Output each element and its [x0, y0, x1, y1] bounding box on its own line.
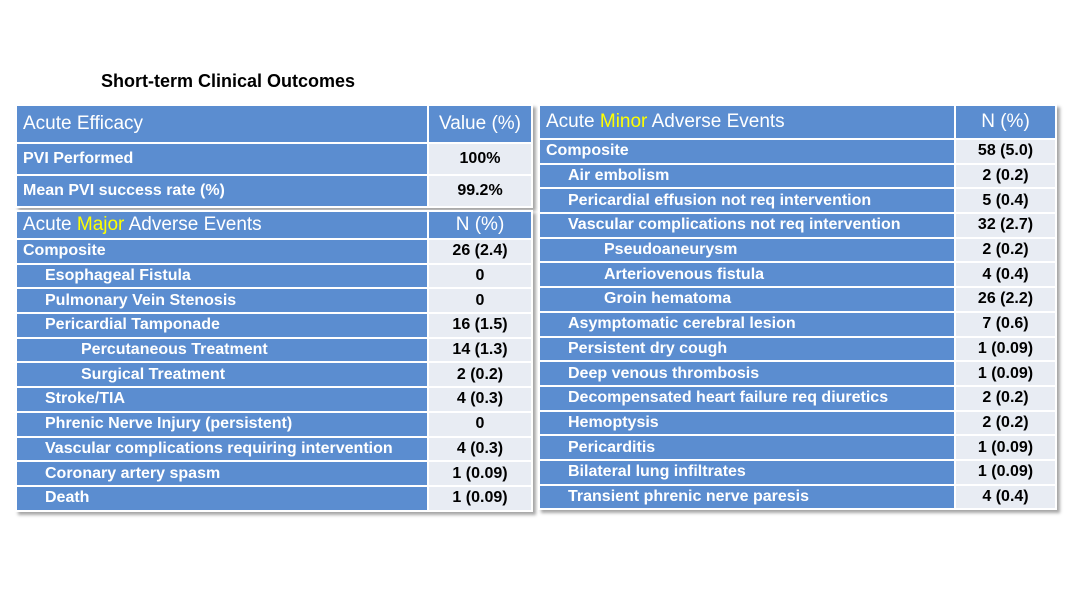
- table-row: [539, 435, 1056, 460]
- row-label: Deep venous thrombosis: [539, 361, 955, 386]
- row-label: Asymptomatic cerebral lesion: [539, 312, 955, 337]
- major-header-row: [16, 211, 532, 239]
- table-row: [16, 486, 532, 511]
- row-label: Transient phrenic nerve paresis: [539, 485, 955, 510]
- table-row: [16, 338, 532, 363]
- table-row: [539, 337, 1056, 362]
- row-value: 1 (0.09): [428, 461, 532, 486]
- row-value: 7 (0.6): [955, 312, 1056, 337]
- row-label: Death: [16, 486, 428, 511]
- row-value: 26 (2.4): [428, 239, 532, 264]
- efficacy-header-row: [16, 105, 532, 143]
- row-label: Stroke/TIA: [16, 387, 428, 412]
- page-title: Short-term Clinical Outcomes: [101, 71, 356, 91]
- efficacy-header-label: Acute Efficacy: [16, 105, 428, 143]
- minor-header-suffix: Adverse Events: [647, 111, 785, 132]
- table-row: [16, 412, 532, 437]
- minor-events-table: [538, 104, 1057, 510]
- efficacy-header-value: Value (%): [428, 105, 532, 143]
- major-header-prefix: Acute: [23, 214, 77, 235]
- row-value: 4 (0.3): [428, 437, 532, 462]
- table-row: [539, 164, 1056, 189]
- row-value: 99.2%: [428, 175, 532, 207]
- row-value: 1 (0.09): [428, 486, 532, 511]
- row-label: Air embolism: [539, 164, 955, 189]
- table-row: [539, 262, 1056, 287]
- table-row: [539, 386, 1056, 411]
- table-row: [16, 461, 532, 486]
- table-row: [16, 288, 532, 313]
- row-value: 58 (5.0): [955, 139, 1056, 164]
- row-value: 4 (0.3): [428, 387, 532, 412]
- row-value: 2 (0.2): [955, 386, 1056, 411]
- row-label: Phrenic Nerve Injury (persistent): [16, 412, 428, 437]
- table-row: [539, 460, 1056, 485]
- row-value: 0: [428, 412, 532, 437]
- table-row: [539, 485, 1056, 510]
- table-row: [539, 361, 1056, 386]
- row-value: 0: [428, 264, 532, 289]
- row-label: Pseudoaneurysm: [539, 238, 955, 263]
- table-row: [16, 239, 532, 264]
- row-label: Coronary artery spasm: [16, 461, 428, 486]
- row-value: 5 (0.4): [955, 188, 1056, 213]
- table-row: [539, 188, 1056, 213]
- row-value: 32 (2.7): [955, 213, 1056, 238]
- minor-header-highlight: Minor: [599, 111, 648, 132]
- table-row: [16, 264, 532, 289]
- row-value: 2 (0.2): [955, 238, 1056, 263]
- major-header-value: N (%): [428, 211, 532, 239]
- row-value: 0: [428, 288, 532, 313]
- row-label: Decompensated heart failure req diuretics: [539, 386, 955, 411]
- major-header-highlight: Major: [76, 214, 125, 235]
- table-row: [539, 238, 1056, 263]
- row-value: 100%: [428, 143, 532, 175]
- row-label: Percutaneous Treatment: [16, 338, 428, 363]
- table-row: [16, 362, 532, 387]
- efficacy-table: [15, 104, 533, 208]
- row-label: Pulmonary Vein Stenosis: [16, 288, 428, 313]
- row-value: 14 (1.3): [428, 338, 532, 363]
- row-label: Bilateral lung infiltrates: [539, 460, 955, 485]
- row-label: Pericarditis: [539, 435, 955, 460]
- row-label: Composite: [16, 239, 428, 264]
- table-row: [539, 312, 1056, 337]
- row-value: 2 (0.2): [428, 362, 532, 387]
- row-label: Hemoptysis: [539, 411, 955, 436]
- major-header-label: [16, 211, 428, 239]
- row-label: Vascular complications requiring intervention: [16, 437, 428, 462]
- row-label: PVI Performed: [16, 143, 428, 175]
- table-row: [539, 411, 1056, 436]
- row-value: 16 (1.5): [428, 313, 532, 338]
- row-label: Persistent dry cough: [539, 337, 955, 362]
- major-events-table: [15, 210, 533, 512]
- minor-header-value: N (%): [955, 105, 1056, 139]
- row-label: Composite: [539, 139, 955, 164]
- row-value: 1 (0.09): [955, 361, 1056, 386]
- major-header-suffix: Adverse Events: [124, 214, 262, 235]
- row-value: 4 (0.4): [955, 485, 1056, 510]
- minor-header-prefix: Acute: [546, 111, 600, 132]
- row-label: Esophageal Fistula: [16, 264, 428, 289]
- row-label: Vascular complications not req intervention: [539, 213, 955, 238]
- row-label: Mean PVI success rate (%): [16, 175, 428, 207]
- row-label: Groin hematoma: [539, 287, 955, 312]
- row-value: 1 (0.09): [955, 337, 1056, 362]
- table-row: [16, 387, 532, 412]
- table-row: [16, 313, 532, 338]
- row-value: 2 (0.2): [955, 164, 1056, 189]
- row-value: 26 (2.2): [955, 287, 1056, 312]
- table-row: [16, 175, 532, 207]
- table-row: [539, 287, 1056, 312]
- table-row: [539, 213, 1056, 238]
- table-row: [539, 139, 1056, 164]
- row-label: Pericardial effusion not req intervention: [539, 188, 955, 213]
- minor-header-label: [539, 105, 955, 139]
- row-value: 1 (0.09): [955, 435, 1056, 460]
- row-value: 2 (0.2): [955, 411, 1056, 436]
- row-value: 4 (0.4): [955, 262, 1056, 287]
- row-value: 1 (0.09): [955, 460, 1056, 485]
- row-label: Pericardial Tamponade: [16, 313, 428, 338]
- table-row: [16, 143, 532, 175]
- row-label: Surgical Treatment: [16, 362, 428, 387]
- minor-header-row: [539, 105, 1056, 139]
- table-row: [16, 437, 532, 462]
- row-label: Arteriovenous fistula: [539, 262, 955, 287]
